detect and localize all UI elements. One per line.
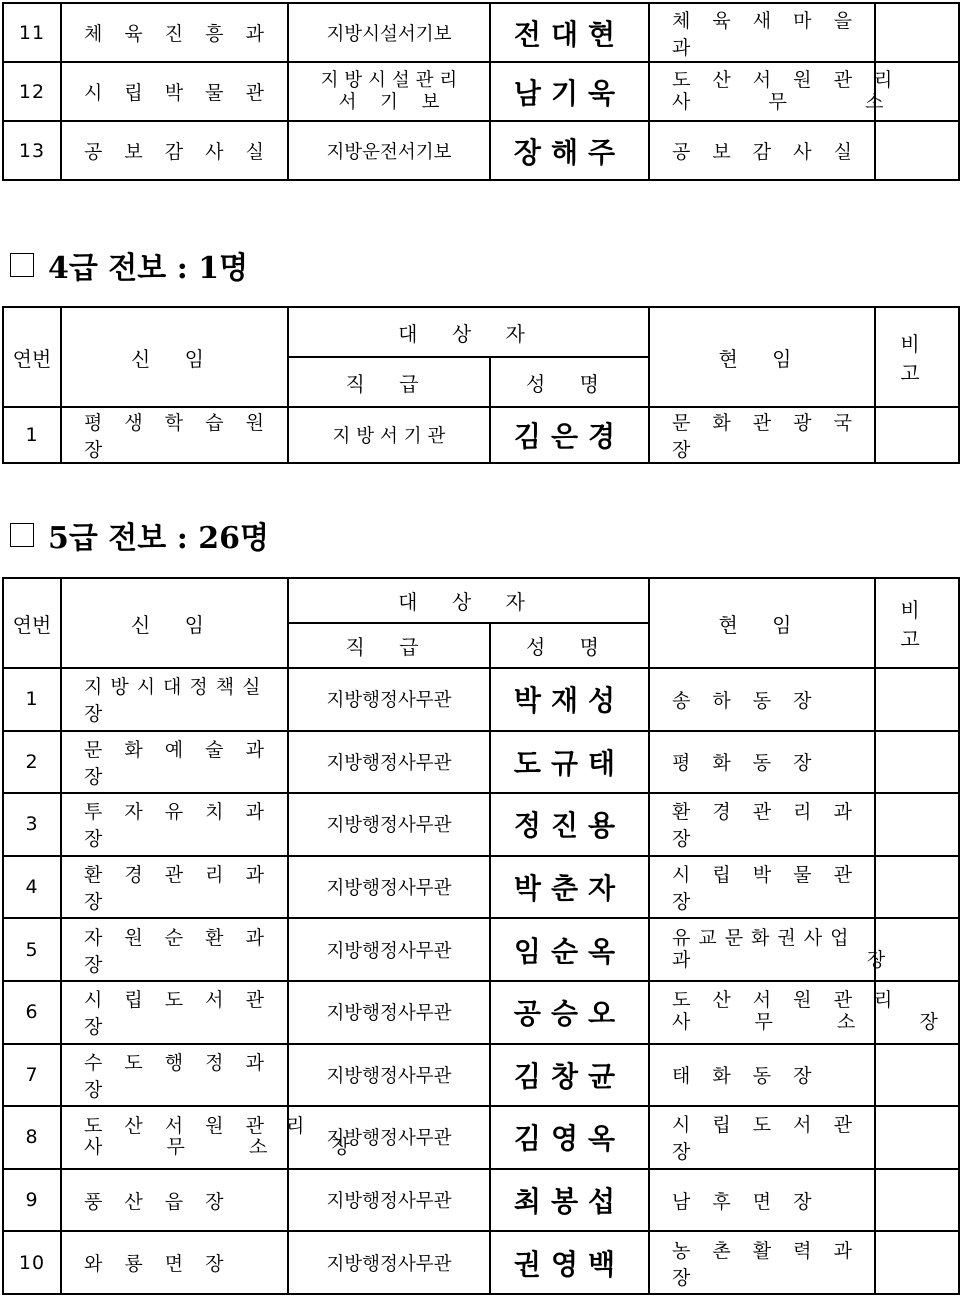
grade-cell: 지방시설서기보 bbox=[288, 3, 490, 62]
person-name-cell: 임순옥 bbox=[490, 918, 649, 981]
table-row bbox=[3, 856, 959, 919]
header-new-post: 신 임 bbox=[61, 578, 288, 668]
person-name-cell: 장해주 bbox=[490, 121, 649, 180]
person-name-cell: 최봉섭 bbox=[490, 1169, 649, 1232]
header-grade: 직 급 bbox=[288, 623, 490, 668]
grade-cell: 지방행정사무관 bbox=[288, 793, 490, 856]
note-cell bbox=[875, 793, 959, 856]
current-post-cell: 도 산 서 원 관 리 사 무 소 장 bbox=[649, 981, 875, 1044]
current-post-cell: 환 경 관 리 과 장 bbox=[649, 793, 875, 856]
table-row bbox=[3, 121, 959, 180]
person-name-cell: 김창균 bbox=[490, 1044, 649, 1107]
table-row bbox=[3, 918, 959, 981]
header-target: 대 상 자 bbox=[288, 307, 649, 357]
current-post-cell: 시 립 도 서 관 장 bbox=[649, 1106, 875, 1169]
person-name-cell: 도규태 bbox=[490, 731, 649, 794]
table-row bbox=[3, 793, 959, 856]
table-row bbox=[3, 1106, 959, 1169]
section-title-text: 5급 전보 : 26명 bbox=[48, 521, 269, 556]
current-post-cell: 농 촌 활 력 과 장 bbox=[649, 1231, 875, 1294]
grade-cell: 지 방 서 기 관 bbox=[288, 407, 490, 463]
current-post-cell: 시 립 박 물 관 장 bbox=[649, 856, 875, 919]
person-name-cell: 남기욱 bbox=[490, 62, 649, 121]
row-number: 9 bbox=[3, 1169, 61, 1232]
new-post-cell: 문 화 예 술 과 장 bbox=[61, 731, 288, 794]
current-post-cell: 체 육 새 마 을 과 bbox=[649, 3, 875, 62]
row-number: 1 bbox=[3, 668, 61, 731]
current-post-cell: 평 화 동 장 bbox=[649, 731, 875, 794]
grade-cell: 지방행정사무관 bbox=[288, 668, 490, 731]
current-post-cell: 남 후 면 장 bbox=[649, 1169, 875, 1232]
header-name: 성 명 bbox=[490, 357, 649, 407]
grade-cell: 지방행정사무관 bbox=[288, 981, 490, 1044]
header-no: 연번 bbox=[3, 307, 61, 407]
note-cell bbox=[875, 1106, 959, 1169]
current-post-cell: 태 화 동 장 bbox=[649, 1044, 875, 1107]
note-cell bbox=[875, 856, 959, 919]
header-note: 비 고 bbox=[875, 307, 959, 407]
new-post-cell: 환 경 관 리 과 장 bbox=[61, 856, 288, 919]
row-number: 11 bbox=[3, 3, 61, 62]
grade-cell: 지방행정사무관 bbox=[288, 918, 490, 981]
header-note: 비 고 bbox=[875, 578, 959, 668]
new-post-cell: 자 원 순 환 과 장 bbox=[61, 918, 288, 981]
row-number: 13 bbox=[3, 121, 61, 180]
row-number: 7 bbox=[3, 1044, 61, 1107]
new-post-cell: 수 도 행 정 과 장 bbox=[61, 1044, 288, 1107]
row-number: 4 bbox=[3, 856, 61, 919]
row-number: 1 bbox=[3, 407, 61, 463]
row-number: 5 bbox=[3, 918, 61, 981]
header-target: 대 상 자 bbox=[288, 578, 649, 623]
section-title-text: 4급 전보 : 1명 bbox=[48, 251, 249, 286]
person-name-cell: 공승오 bbox=[490, 981, 649, 1044]
new-post-cell: 도 산 서 원 관 리 사 무 소 장 bbox=[61, 1106, 288, 1169]
header-no: 연번 bbox=[3, 578, 61, 668]
current-post-cell: 송 하 동 장 bbox=[649, 668, 875, 731]
current-post-cell: 유교문화권사업 과 장 bbox=[649, 918, 875, 981]
header-current-post: 현 임 bbox=[649, 578, 875, 668]
transfer-table-grade4 bbox=[2, 306, 960, 464]
header-grade: 직 급 bbox=[288, 357, 490, 407]
row-number: 8 bbox=[3, 1106, 61, 1169]
note-cell bbox=[875, 407, 959, 463]
note-cell bbox=[875, 668, 959, 731]
table-row bbox=[3, 62, 959, 121]
new-post-cell: 풍 산 읍 장 bbox=[61, 1169, 288, 1232]
person-name-cell: 김영옥 bbox=[490, 1106, 649, 1169]
current-post-cell: 문 화 관 광 국 장 bbox=[649, 407, 875, 463]
grade-cell: 지방행정사무관 bbox=[288, 731, 490, 794]
note-cell bbox=[875, 1044, 959, 1107]
new-post-cell: 지방시대정책실장 bbox=[61, 668, 288, 731]
grade-cell: 지방행정사무관 bbox=[288, 856, 490, 919]
table-row bbox=[3, 1044, 959, 1107]
table-row bbox=[3, 3, 959, 62]
grade-cell: 지방행정사무관 bbox=[288, 1106, 490, 1169]
row-number: 6 bbox=[3, 981, 61, 1044]
note-cell bbox=[875, 1169, 959, 1232]
current-post-cell: 공 보 감 사 실 bbox=[649, 121, 875, 180]
grade-cell: 지방행정사무관 bbox=[288, 1169, 490, 1232]
table-row bbox=[3, 1169, 959, 1232]
person-name-cell: 전대현 bbox=[490, 3, 649, 62]
header-current-post: 현 임 bbox=[649, 307, 875, 407]
checkbox-square-icon bbox=[10, 253, 34, 277]
table-row bbox=[3, 731, 959, 794]
note-cell bbox=[875, 121, 959, 180]
person-name-cell: 정진용 bbox=[490, 793, 649, 856]
grade-cell: 지방운전서기보 bbox=[288, 121, 490, 180]
checkbox-square-icon bbox=[10, 523, 34, 547]
new-post-cell: 시 립 도 서 관 장 bbox=[61, 981, 288, 1044]
new-post-cell: 투 자 유 치 과 장 bbox=[61, 793, 288, 856]
section-title-grade4 bbox=[10, 243, 248, 287]
table-row bbox=[3, 407, 959, 463]
note-cell bbox=[875, 1231, 959, 1294]
person-name-cell: 김은경 bbox=[490, 407, 649, 463]
transfer-table-continued bbox=[2, 2, 960, 181]
table-row bbox=[3, 668, 959, 731]
grade-cell: 지방행정사무관 bbox=[288, 1231, 490, 1294]
new-post-cell: 시 립 박 물 관 bbox=[61, 62, 288, 121]
note-cell bbox=[875, 731, 959, 794]
section-title-grade5 bbox=[10, 513, 269, 557]
current-post-cell: 도 산 서 원 관 리 사 무 소 bbox=[649, 62, 875, 121]
person-name-cell: 박재성 bbox=[490, 668, 649, 731]
new-post-cell: 체 육 진 흥 과 bbox=[61, 3, 288, 62]
new-post-cell: 평 생 학 습 원 장 bbox=[61, 407, 288, 463]
table-row bbox=[3, 981, 959, 1044]
row-number: 2 bbox=[3, 731, 61, 794]
new-post-cell: 공 보 감 사 실 bbox=[61, 121, 288, 180]
person-name-cell: 박춘자 bbox=[490, 856, 649, 919]
row-number: 12 bbox=[3, 62, 61, 121]
new-post-cell: 와 룡 면 장 bbox=[61, 1231, 288, 1294]
grade-cell: 지 방 시 설 관 리 서 기 보 bbox=[288, 62, 490, 121]
person-name-cell: 권영백 bbox=[490, 1231, 649, 1294]
header-new-post: 신 임 bbox=[61, 307, 288, 407]
transfer-table-grade5 bbox=[2, 577, 960, 1295]
header-name: 성 명 bbox=[490, 623, 649, 668]
table-row bbox=[3, 1231, 959, 1294]
grade-cell: 지방행정사무관 bbox=[288, 1044, 490, 1107]
row-number: 3 bbox=[3, 793, 61, 856]
row-number: 10 bbox=[3, 1231, 61, 1294]
note-cell bbox=[875, 3, 959, 62]
